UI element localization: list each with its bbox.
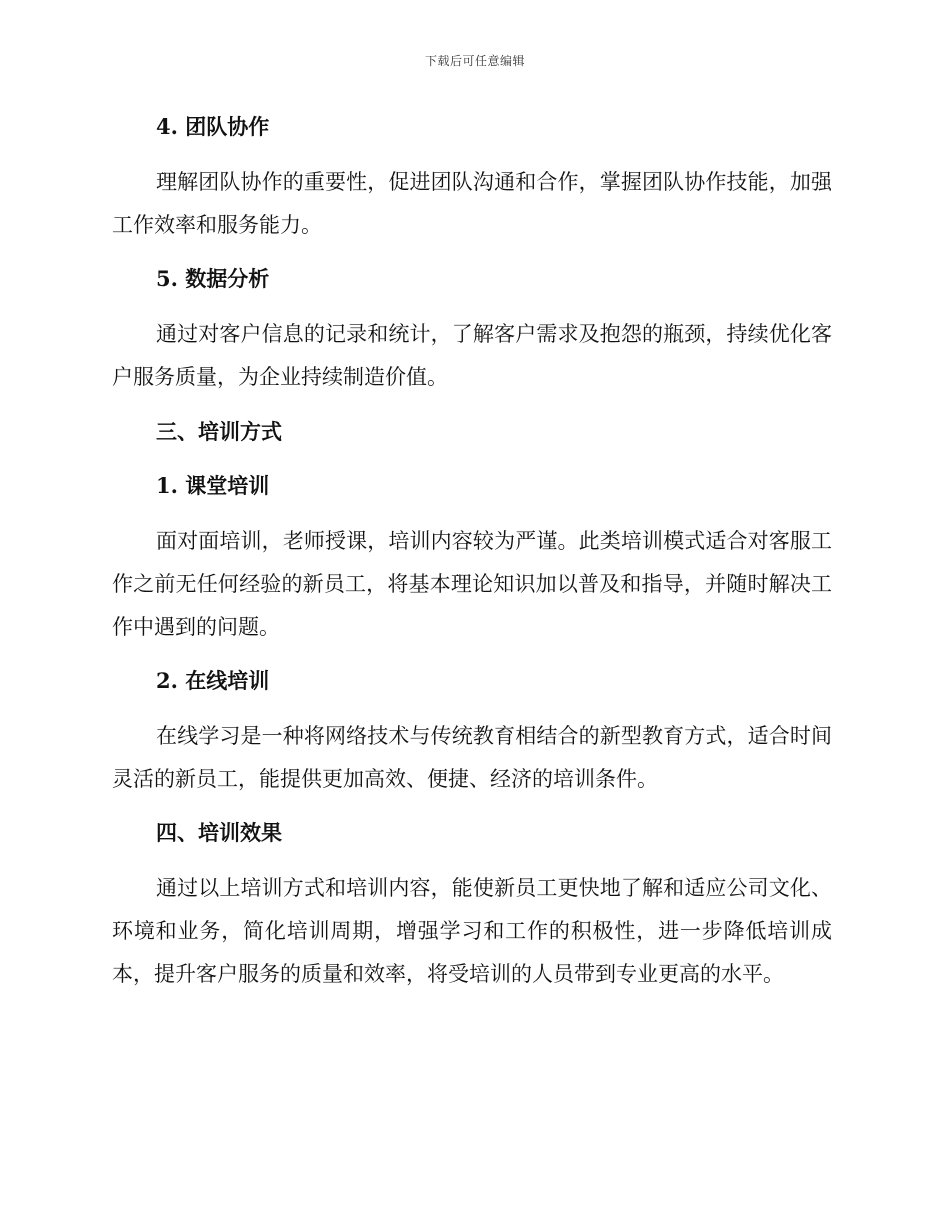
paragraph-online-training: 在线学习是一种将网络技术与传统教育相结合的新型教育方式，适合时间灵活的新员工，能提供更加高效、便捷、经济的培训条件。 — [112, 724, 832, 791]
section-heading-training-effects: 四、培训效果 — [156, 820, 282, 845]
section-heading-classroom-training: 1. 课堂培训 — [156, 473, 270, 498]
section-heading-team-collaboration: 4. 团队协作 — [156, 114, 270, 139]
section-heading-training-methods: 三、培训方式 — [156, 419, 282, 444]
section-heading-data-analysis: 5. 数据分析 — [156, 266, 270, 291]
section-heading-online-training: 2. 在线培训 — [156, 668, 270, 693]
paragraph-data-analysis: 通过对客户信息的记录和统计，了解客户需求及抱怨的瓶颈，持续优化客户服务质量，为企业持续制造价值。 — [112, 322, 832, 389]
page-header: 下载后可任意编辑 — [424, 54, 525, 68]
paragraph-team-collaboration: 理解团队协作的重要性，促进团队沟通和合作，掌握团队协作技能，加强工作效率和服务能力。 — [112, 170, 832, 237]
paragraph-training-effects: 通过以上培训方式和培训内容，能使新员工更快地了解和适应公司文化、环境和业务，简化培训周期，增强学习和工作的积极性，进一步降低培训成本，提升客户服务的质量和效率，将受培训的人员带到专业更高的水平。 — [112, 876, 832, 986]
paragraph-classroom-training: 面对面培训，老师授课，培训内容较为严谨。此类培训模式适合对客服工作之前无任何经验的新员工，将基本理论知识加以普及和指导，并随时解决工作中遇到的问题。 — [112, 529, 832, 639]
